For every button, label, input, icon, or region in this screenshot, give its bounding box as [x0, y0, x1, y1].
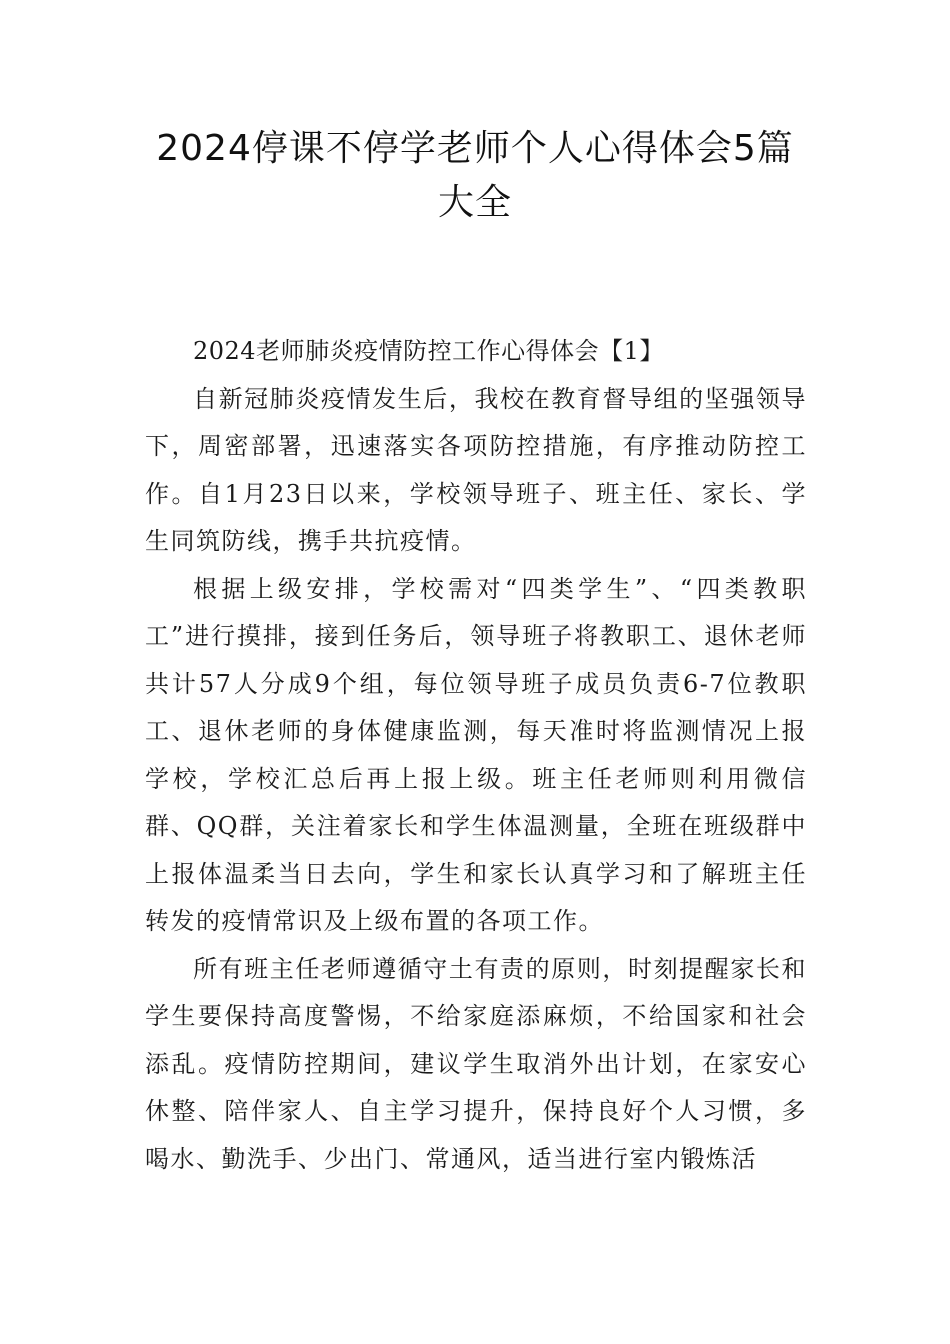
title-line-1: 2024停课不停学老师个人心得体会5篇 [156, 128, 794, 169]
title-line-2: 大全 [437, 182, 512, 223]
paragraph-1: 自新冠肺炎疫情发生后，我校在教育督导组的坚强领导下，周密部署，迅速落实各项防控措施，有序推动防控工作。自1月23日以来，学校领导班子、班主任、家长、学生同筑防线，携手共抗疫情。 [145, 384, 807, 555]
section-heading: 2024老师肺炎疫情防控工作心得体会【1】 [193, 337, 664, 365]
paragraph-2: 根据上级安排，学校需对“四类学生”、“四类教职工”进行摸排，接到任务后，领导班子将教职工、退休老师共计57人分成9个组，每位领导班子成员负责6-7位教职工、退休老师的身体健康监测，每天准时将监测情况上报学校，学校汇总后再上报上级。班主任老师则利用微信群、QQ群，关注着家长和学生体温测量，全班在班级群中上报体温柔当日去向，学生和家长认真学习和了解班主任转发的疫情常识及上级布置的各项工作。 [145, 574, 807, 935]
document-title [120, 122, 830, 230]
document-body [145, 328, 807, 1183]
paragraph-3: 所有班主任老师遵循守土有责的原则，时刻提醒家长和学生要保持高度警惕，不给家庭添麻烦，不给国家和社会添乱。疫情防控期间，建议学生取消外出计划，在家安心休整、陪伴家人、自主学习提升，保持良好个人习惯，多喝水、勤洗手、少出门、常通风，适当进行室内锻炼活 [145, 954, 807, 1173]
